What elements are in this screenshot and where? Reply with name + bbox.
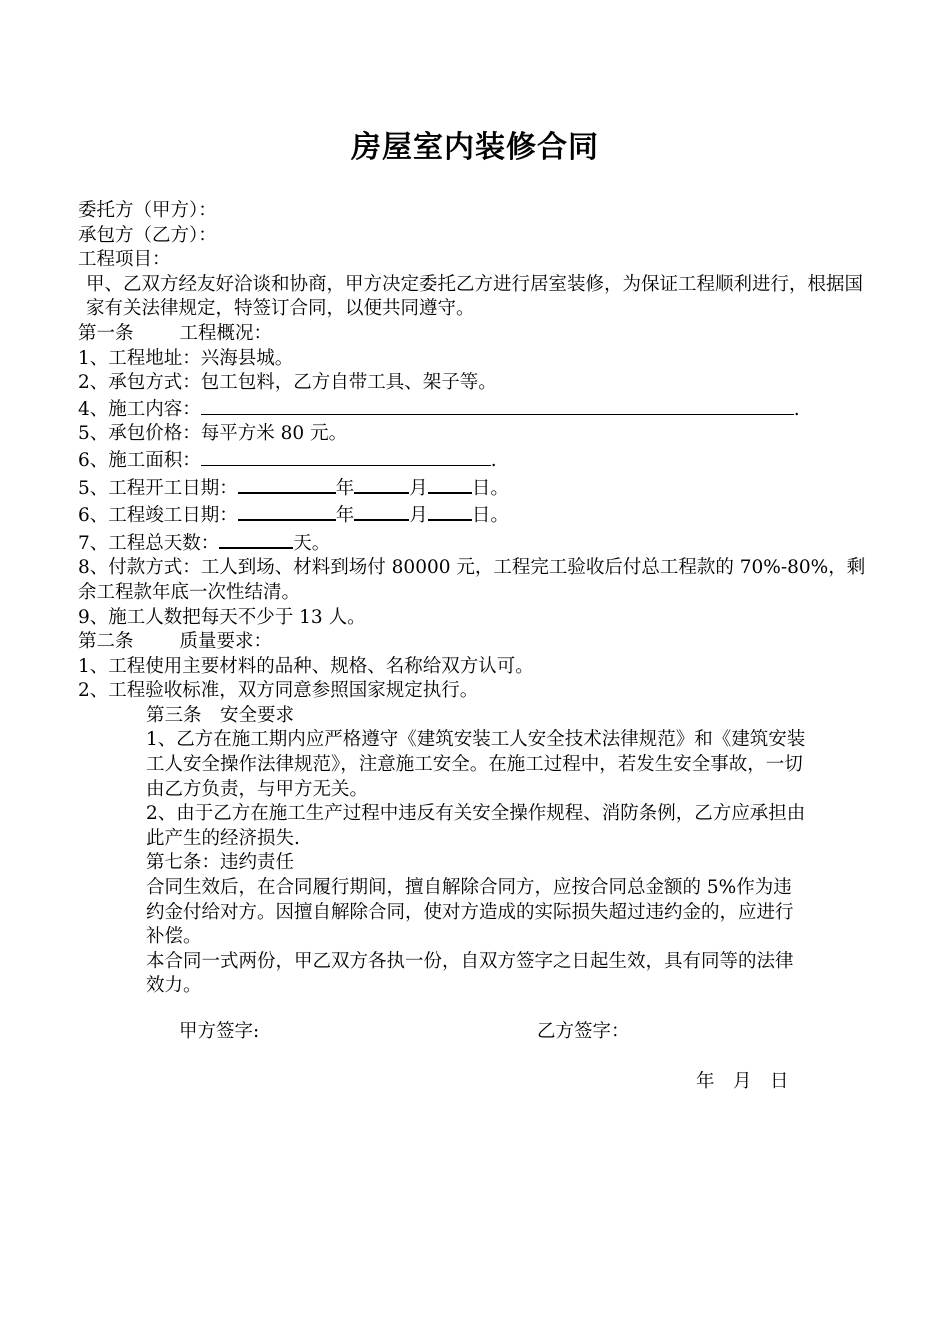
intro-paragraph: 甲、乙双方经友好洽谈和协商，甲方决定委托乙方进行居室装修，为保证工程顺利进行，根据国家有关法律规定，特签订合同，以便共同遵守。 <box>86 273 864 320</box>
finish-month-blank <box>354 501 409 521</box>
start-month-blank <box>354 474 409 494</box>
payment-paragraph: 8、付款方式：工人到场、材料到场付 80000 元，工程完工验收后付总工程款的 70%-80%，剩余工程款年底一次性结清。 <box>78 557 866 603</box>
total-days-label: 7、工程总天数： <box>78 532 220 554</box>
area-label: 6、施工面积： <box>78 449 201 471</box>
breach-paragraph: 合同生效后，在合同履行期间，擅自解除合同方，应按合同总金额的 5%作为违约金付给对方。因擅自解除合同，使对方造成的实际损失超过违约金的，应进行补偿。 <box>146 877 794 948</box>
article2-title: 质量要求： <box>179 631 273 653</box>
total-days-line <box>78 529 878 557</box>
finish-day-blank <box>428 501 472 521</box>
party-a-line: 委托方（甲方）： <box>78 200 217 221</box>
area-blank <box>201 447 491 466</box>
start-day-blank <box>428 474 472 494</box>
price-line: 5、承包价格：每平方米 80 元。 <box>78 423 348 445</box>
content-label: 4、施工内容： <box>78 398 201 420</box>
article1-number: 第一条 <box>78 322 134 344</box>
closing-paragraph: 本合同一式两份，甲乙双方各执一份，自双方签字之日起生效，具有同等的法律效力。 <box>146 950 794 997</box>
finish-date-line <box>78 501 878 529</box>
finish-year-blank <box>238 501 336 521</box>
finish-date-label: 6、工程竣工日期： <box>78 505 238 527</box>
content-blank <box>201 396 794 415</box>
article1-heading <box>78 322 878 347</box>
article1-title: 工程概况： <box>179 322 273 344</box>
start-date-line <box>78 474 878 502</box>
content-line <box>78 396 878 423</box>
article3-heading: 第三条 安全要求 <box>146 704 295 726</box>
start-month-unit: 月 <box>409 477 428 499</box>
signature-date: 年 月 日 <box>696 1071 789 1092</box>
finish-month-unit: 月 <box>409 505 428 527</box>
start-day-unit: 日。 <box>471 477 509 499</box>
quality-item-2: 2、工程验收标准，双方同意参照国家规定执行。 <box>78 680 479 702</box>
article2-heading <box>78 630 878 655</box>
contract-mode-line: 2、承包方式：包工包料，乙方自带工具、架子等。 <box>78 372 497 394</box>
workers-line: 9、施工人数把每天不少于 13 人。 <box>78 606 366 628</box>
start-year-unit: 年 <box>335 477 355 499</box>
quality-item-1: 1、工程使用主要材料的品种、规格、名称给双方认可。 <box>78 655 534 677</box>
inner-section <box>146 704 806 999</box>
article7-heading: 第七条：违约责任 <box>146 852 295 874</box>
content-end: . <box>793 398 800 420</box>
start-year-blank <box>238 474 336 494</box>
signature-row <box>0 1020 950 1050</box>
finish-day-unit: 日。 <box>471 505 509 527</box>
party-b-line: 承包方（乙方）： <box>78 224 217 246</box>
finish-year-unit: 年 <box>335 505 355 527</box>
address-line: 1、工程地址：兴海县城。 <box>78 347 294 369</box>
party-a-signature: 甲方签字: <box>179 1021 260 1042</box>
total-days-unit: 天。 <box>293 532 331 554</box>
party-b-signature: 乙方签字： <box>537 1021 630 1042</box>
project-line: 工程项目： <box>78 249 171 271</box>
article2-number: 第二条 <box>78 631 134 653</box>
area-end: . <box>490 449 497 471</box>
safety-item-1: 1、乙方在施工期内应严格遵守《建筑安装工人安全技术法律规范》和《建筑安装工人安全操作法律规范》，注意施工安全。在施工过程中，若发生安全事故，一切由乙方负责，与甲方无关。 <box>146 729 806 800</box>
contract-body <box>78 199 878 999</box>
area-line <box>78 447 878 474</box>
total-days-blank <box>219 529 293 549</box>
document-title: 房屋室内装修合同 <box>351 130 599 165</box>
safety-item-2: 2、由于乙方在施工生产过程中违反有关安全操作规程、消防条例，乙方应承担由此产生的经济损失. <box>146 803 806 849</box>
start-date-label: 5、工程开工日期： <box>78 477 238 499</box>
